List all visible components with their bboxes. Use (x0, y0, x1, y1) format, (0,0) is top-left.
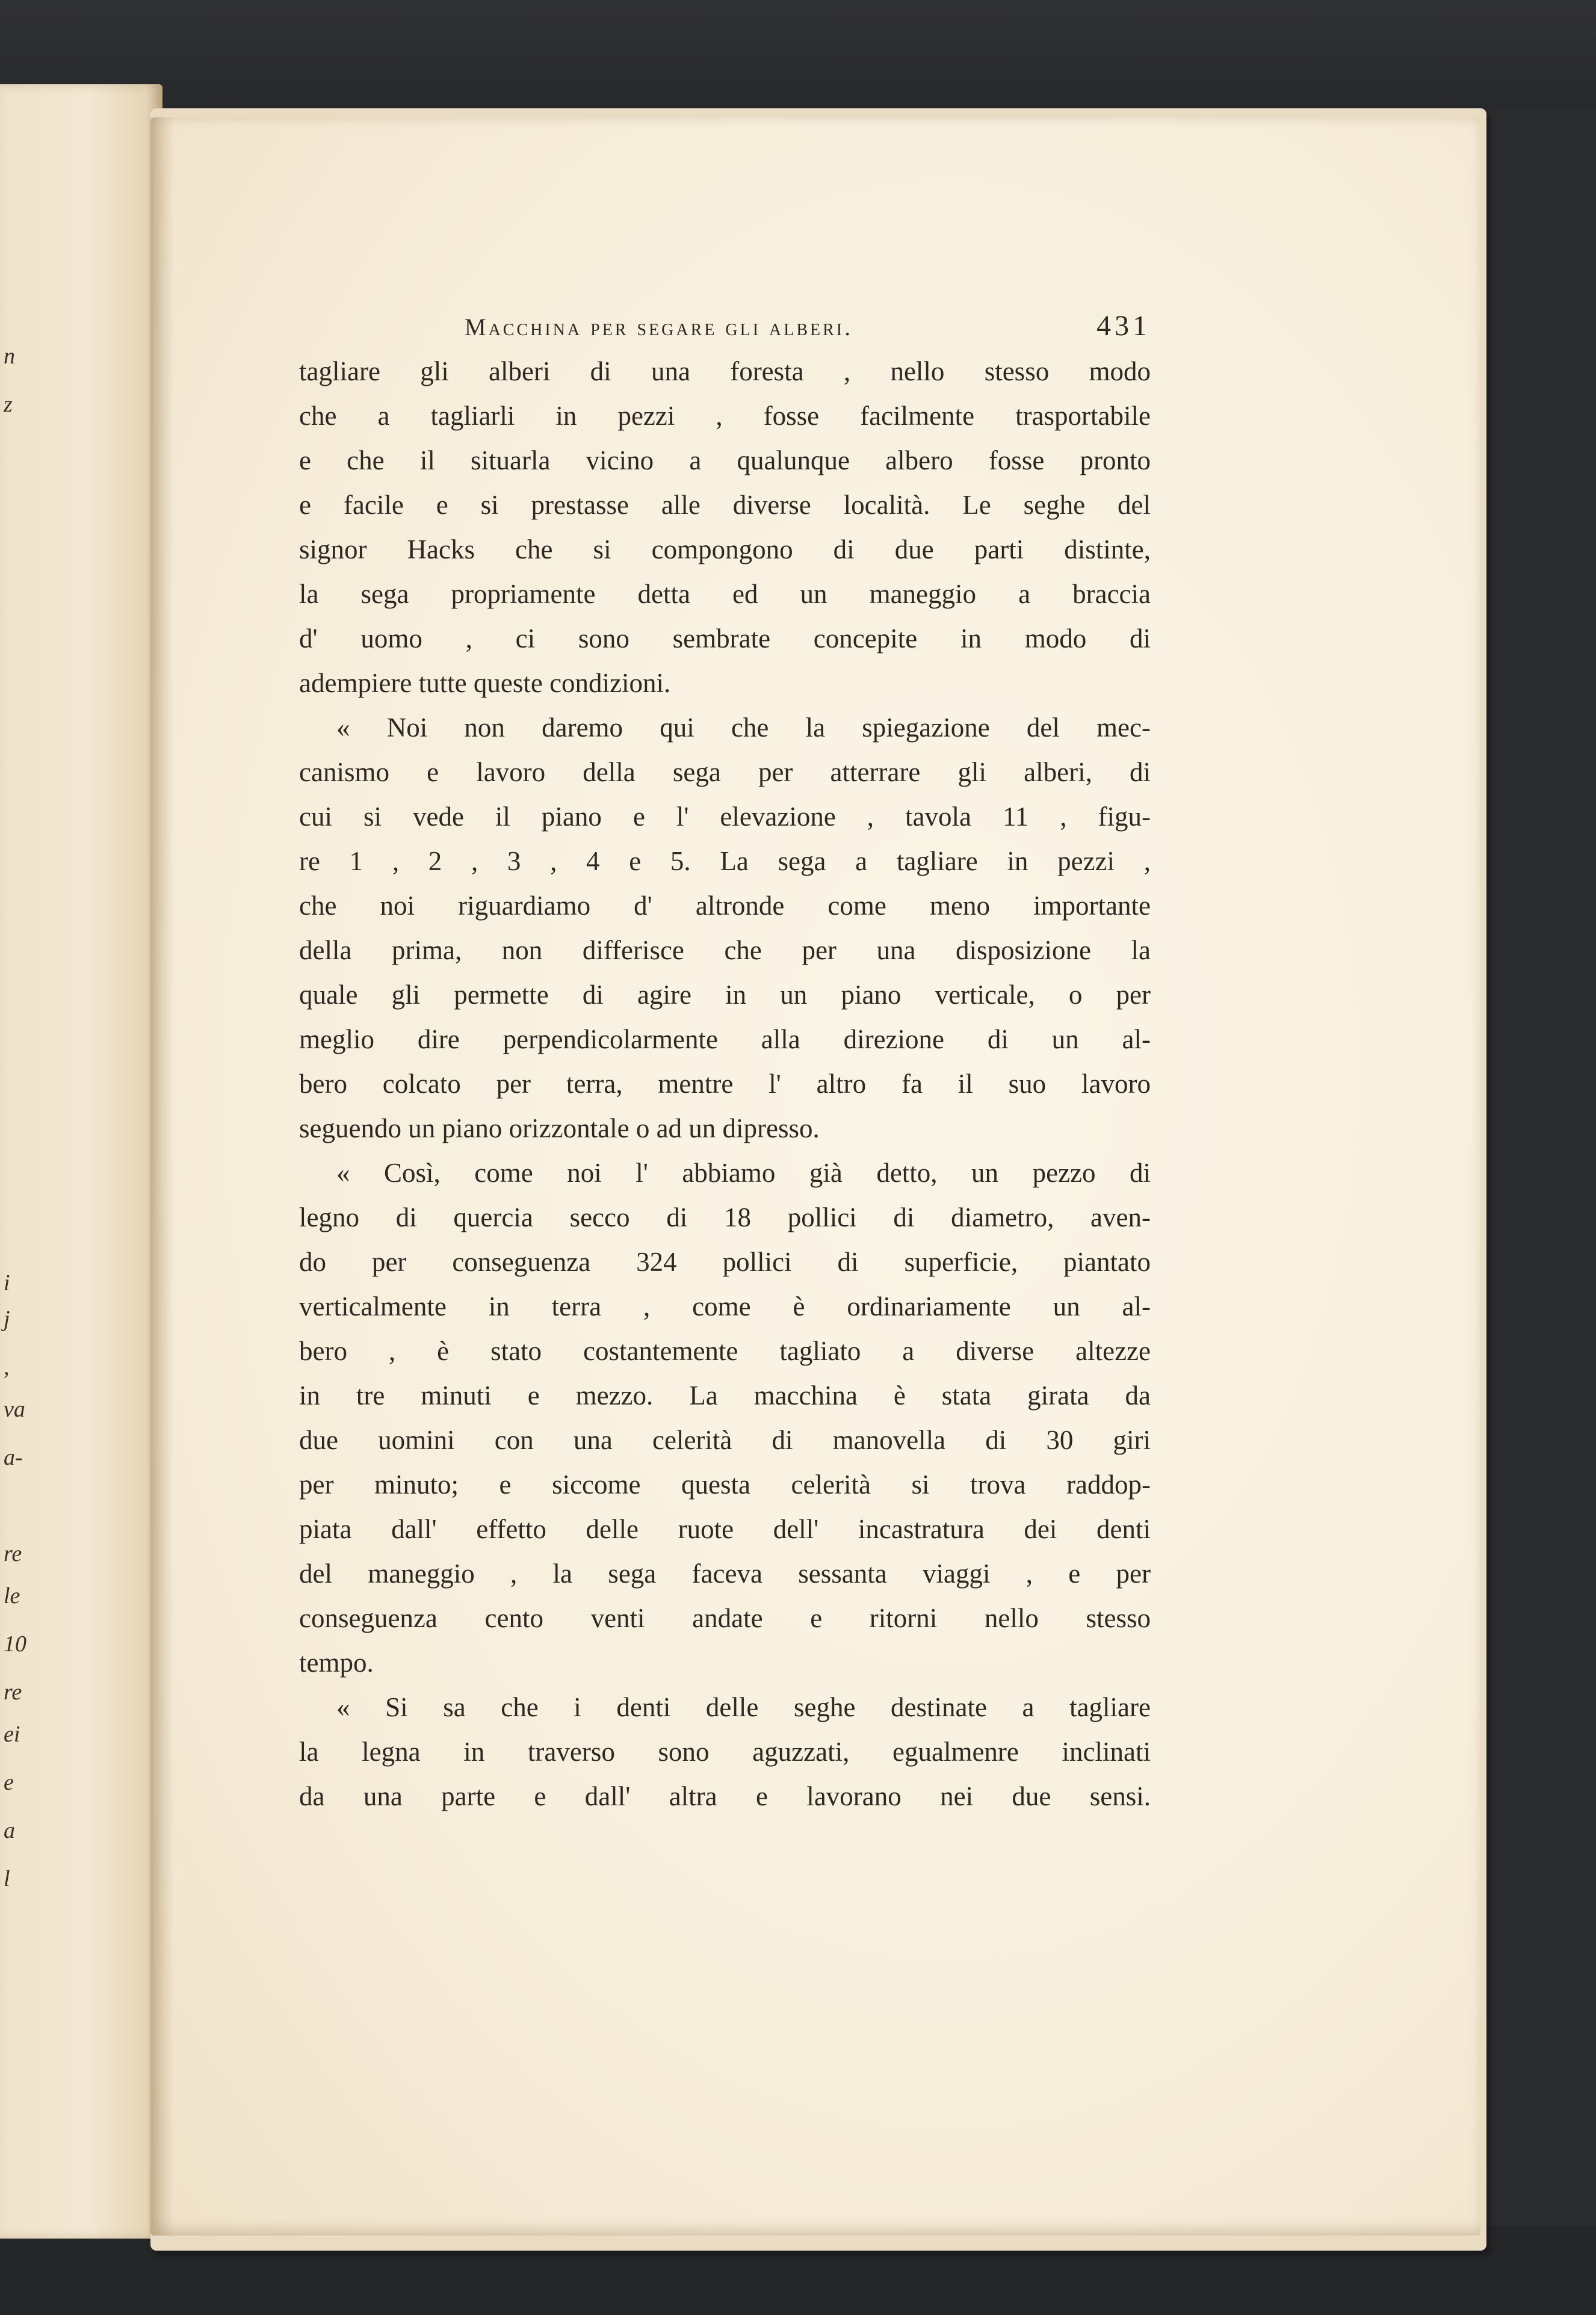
text-line: per minuto; e siccome questa celerità si trova raddop- (299, 1470, 1151, 1500)
left-page-fragment: z (4, 392, 13, 417)
text-line: conseguenza cento venti andate e ritorni nello stesso (299, 1603, 1151, 1633)
running-head (299, 310, 1151, 349)
left-page-fragment: , (4, 1355, 10, 1380)
text-line: verticalmente in terra , come è ordinariamente un al- (299, 1291, 1151, 1321)
text-line: la sega propriamente detta ed un maneggio a braccia (299, 579, 1151, 609)
left-page-fragment: re (4, 1680, 22, 1705)
text-line: la legna in traverso sono aguzzati, egualmenre inclinati (299, 1737, 1151, 1767)
left-page-fragment: le (4, 1583, 20, 1609)
left-page (0, 84, 162, 2239)
running-head-title: Macchina per segare gli alberi. (465, 314, 853, 341)
text-line: do per conseguenza 324 pollici di superficie, piantato (299, 1247, 1151, 1277)
left-page-fragment: i (4, 1270, 10, 1296)
text-line: cui si vede il piano e l' elevazione , tavola 11 , figu- (299, 802, 1151, 832)
left-page-fragment: j (4, 1306, 10, 1332)
text-line: che a tagliarli in pezzi , fosse facilmente trasportabile (299, 401, 1151, 431)
text-line: « Noi non daremo qui che la spiegazione del mec- (336, 712, 1151, 743)
text-line: legno di quercia secco di 18 pollici di diametro, aven- (299, 1202, 1151, 1232)
text-line: tagliare gli alberi di una foresta , nello stesso modo (299, 356, 1151, 386)
gutter-shadow (150, 117, 175, 2236)
text-line: bero colcato per terra, mentre l' altro fa il suo lavoro (299, 1069, 1151, 1099)
left-page-fragment: ei (4, 1722, 20, 1747)
body-text (299, 349, 1151, 1819)
text-line: e che il situarla vicino a qualunque albero fosse pronto (299, 445, 1151, 475)
text-line: d' uomo , ci sono sembrate concepite in modo di (299, 623, 1151, 654)
text-line: bero , è stato costantemente tagliato a diverse altezze (299, 1336, 1151, 1366)
text-line: della prima, non differisce che per una disposizione la (299, 935, 1151, 965)
text-line: piata dall' effetto delle ruote dell' incastratura dei denti (299, 1514, 1151, 1544)
text-line: canismo e lavoro della sega per atterrare gli alberi, di (299, 757, 1151, 787)
text-line: in tre minuti e mezzo. La macchina è stata girata da (299, 1380, 1151, 1411)
text-line: re 1 , 2 , 3 , 4 e 5. La sega a tagliare in pezzi , (299, 846, 1151, 876)
text-line: meglio dire perpendicolarmente alla direzione di un al- (299, 1024, 1151, 1054)
text-line: signor Hacks che si compongono di due parti distinte, (299, 534, 1151, 564)
text-line: « Si sa che i denti delle seghe destinate a tagliare (336, 1692, 1151, 1722)
text-line: due uomini con una celerità di manovella di 30 giri (299, 1425, 1151, 1455)
text-line: e facile e si prestasse alle diverse località. Le seghe del (299, 490, 1151, 520)
left-page-fragment: a- (4, 1445, 23, 1470)
text-line: tempo. (299, 1648, 374, 1678)
background-top (0, 0, 1596, 108)
left-page-fragment: l (4, 1866, 10, 1891)
page-number: 431 (1096, 310, 1151, 342)
text-line: che noi riguardiamo d' altronde come meno importante (299, 891, 1151, 921)
text-line: quale gli permette di agire in un piano verticale, o per (299, 980, 1151, 1010)
left-page-fragment: 10 (4, 1631, 26, 1657)
left-page-fragment: e (4, 1770, 14, 1795)
text-line: seguendo un piano orizzontale o ad un dipresso. (299, 1113, 820, 1143)
left-page-fragment: a (4, 1818, 15, 1843)
left-page-fragment: va (4, 1397, 25, 1422)
left-page-fragment: n (4, 344, 15, 369)
text-line: del maneggio , la sega faceva sessanta viaggi , e per (299, 1559, 1151, 1589)
text-line: « Così, come noi l' abbiamo già detto, un pezzo di (336, 1158, 1151, 1188)
text-line: adempiere tutte queste condizioni. (299, 668, 671, 698)
page-text (299, 310, 1151, 1819)
text-line: da una parte e dall' altra e lavorano nei due sensi. (299, 1781, 1151, 1811)
left-page-fragment: re (4, 1541, 22, 1566)
